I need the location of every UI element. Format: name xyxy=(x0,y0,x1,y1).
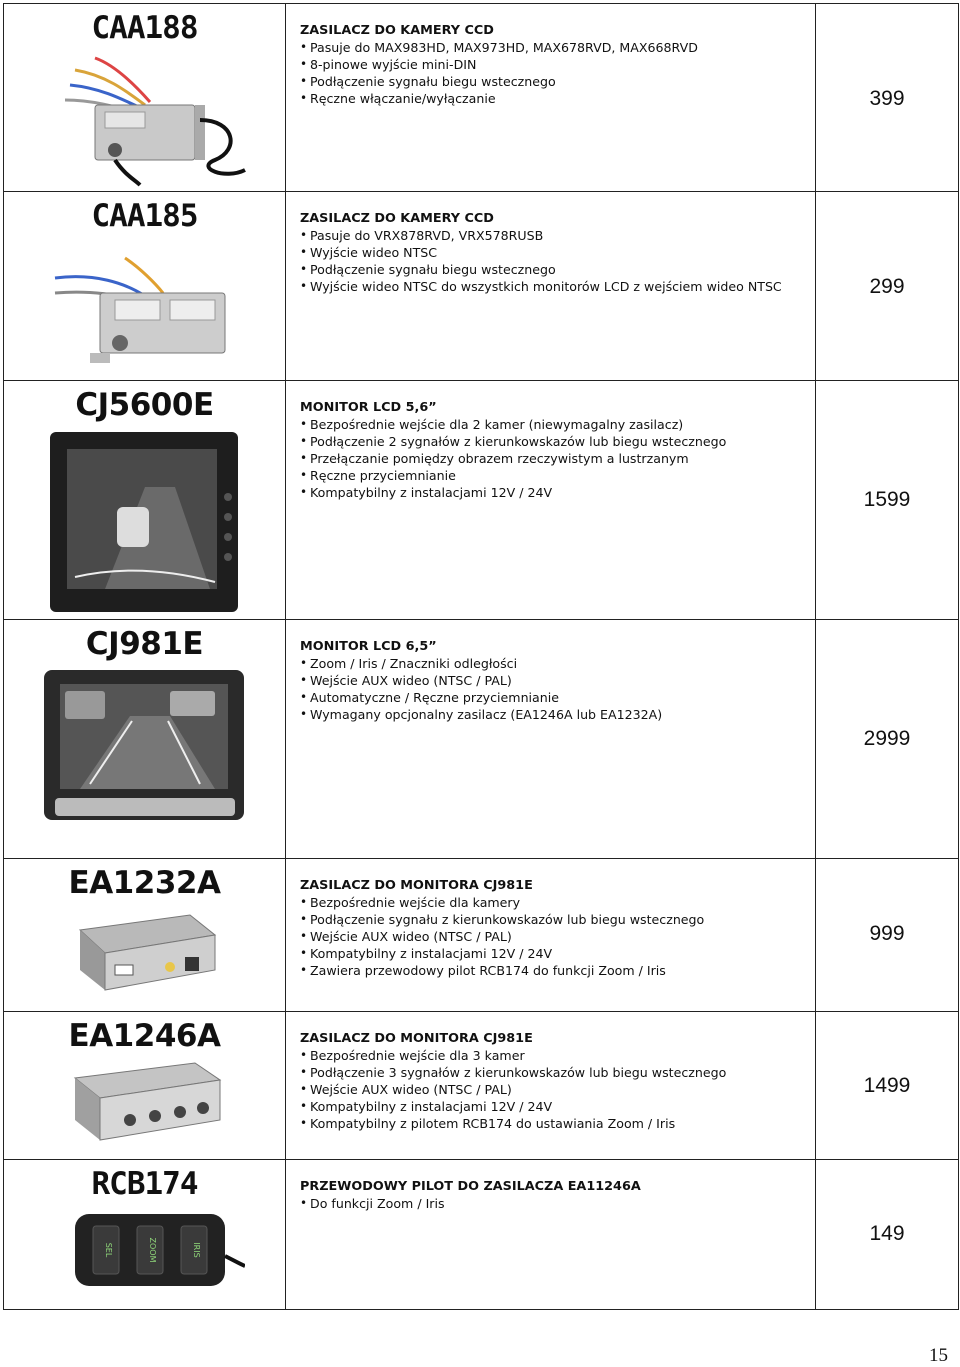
product-code-cell xyxy=(4,1160,286,1310)
product-price-cell xyxy=(816,4,959,192)
feature-item: • Wyjście wideo NTSC do wszystkich monitorów LCD z wejściem wideo NTSC xyxy=(300,278,815,295)
product-row xyxy=(4,1160,959,1310)
product-table xyxy=(3,3,959,1310)
feature-item: • Kompatybilny z instalacjami 12V / 24V xyxy=(300,1098,815,1115)
feature-item: • Zoom / Iris / Znaczniki odległości xyxy=(300,655,815,672)
feature-item: • Bezpośrednie wejście dla kamery xyxy=(300,894,815,911)
product-row xyxy=(4,381,959,620)
feature-item: • Podłączenie sygnału z kierunkowskazów lub biegu wstecznego xyxy=(300,911,815,928)
product-price: 149 xyxy=(869,1222,905,1245)
product-price: 999 xyxy=(869,922,905,945)
feature-item: • Wejście AUX wideo (NTSC / PAL) xyxy=(300,672,815,689)
feature-item: • Wejście AUX wideo (NTSC / PAL) xyxy=(300,1081,815,1098)
product-code: RCB174 xyxy=(91,1166,198,1202)
product-price-cell xyxy=(816,1012,959,1160)
product-code: CJ981E xyxy=(85,626,204,662)
feature-item: • 8-pinowe wyjście mini-DIN xyxy=(300,56,815,73)
feature-item: • Podłączenie 2 sygnałów z kierunkowskazów lub biegu wstecznego xyxy=(300,433,815,450)
product-description-cell xyxy=(286,381,816,620)
feature-item: • Podłączenie 3 sygnałów z kierunkowskazów lub biegu wstecznego xyxy=(300,1064,815,1081)
product-description-cell xyxy=(286,192,816,381)
feature-item: • Do funkcji Zoom / Iris xyxy=(300,1195,815,1212)
feature-item: • Kompatybilny z pilotem RCB174 do ustawiania Zoom / Iris xyxy=(300,1115,815,1132)
product-code-cell xyxy=(4,859,286,1012)
product-description-cell xyxy=(286,1012,816,1160)
product-code: EA1246A xyxy=(68,1018,221,1054)
product-price: 1499 xyxy=(863,1074,911,1097)
product-code-cell xyxy=(4,381,286,620)
monitor-adapter-box-icon xyxy=(65,1058,225,1148)
feature-list xyxy=(300,1195,815,1212)
product-description-cell xyxy=(286,859,816,1012)
feature-item: • Kompatybilny z instalacjami 12V / 24V xyxy=(300,484,815,501)
feature-item: • Wejście AUX wideo (NTSC / PAL) xyxy=(300,928,815,945)
remote-zoom-label: ZOOM xyxy=(147,1237,157,1263)
ccd-camera-adapter-box-icon xyxy=(45,238,245,373)
feature-item: • Podłączenie sygnału biegu wstecznego xyxy=(300,73,815,90)
feature-list xyxy=(300,416,815,501)
product-price: 299 xyxy=(869,275,905,298)
feature-item: • Pasuje do VRX878RVD, VRX578RUSB xyxy=(300,227,815,244)
product-title: ZASILACZ DO KAMERY CCD xyxy=(300,23,494,38)
product-code-cell xyxy=(4,192,286,381)
feature-item: • Pasuje do MAX983HD, MAX973HD, MAX678RVD, MAX668RVD xyxy=(300,39,815,56)
product-price-cell xyxy=(816,859,959,1012)
page-number: 15 xyxy=(929,1345,948,1366)
remote-sel-label: SEL xyxy=(103,1242,113,1258)
product-title: MONITOR LCD 6,5” xyxy=(300,639,437,654)
feature-list xyxy=(300,227,815,295)
feature-item: • Bezpośrednie wejście dla 2 kamer (niewymagalny zasilacz) xyxy=(300,416,815,433)
product-code: CAA188 xyxy=(91,10,198,46)
product-code-cell xyxy=(4,1012,286,1160)
monitor-adapter-box-icon xyxy=(70,905,220,995)
product-row xyxy=(4,1012,959,1160)
product-title: ZASILACZ DO KAMERY CCD xyxy=(300,211,494,226)
product-row xyxy=(4,620,959,859)
feature-item: • Bezpośrednie wejście dla 3 kamer xyxy=(300,1047,815,1064)
product-price: 1599 xyxy=(863,488,911,511)
product-row xyxy=(4,859,959,1012)
ccd-camera-adapter-box-icon xyxy=(35,50,255,190)
product-code-cell xyxy=(4,4,286,192)
product-row xyxy=(4,192,959,381)
feature-list xyxy=(300,39,815,107)
product-price-cell xyxy=(816,1160,959,1310)
product-price-cell xyxy=(816,381,959,620)
product-description-cell xyxy=(286,1160,816,1310)
product-row xyxy=(4,4,959,192)
product-code: CAA185 xyxy=(91,198,198,234)
feature-item: • Zawiera przewodowy pilot RCB174 do funkcji Zoom / Iris xyxy=(300,962,815,979)
product-code-cell xyxy=(4,620,286,859)
feature-list xyxy=(300,655,815,723)
product-description-cell xyxy=(286,620,816,859)
lcd-monitor-icon xyxy=(45,427,245,617)
product-title: PRZEWODOWY PILOT DO ZASILACZA EA11246A xyxy=(300,1179,641,1194)
feature-item: • Ręczne włączanie/wyłączanie xyxy=(300,90,815,107)
feature-item: • Podłączenie sygnału biegu wstecznego xyxy=(300,261,815,278)
product-title: ZASILACZ DO MONITORA CJ981E xyxy=(300,878,533,893)
feature-item: • Wyjście wideo NTSC xyxy=(300,244,815,261)
product-title: ZASILACZ DO MONITORA CJ981E xyxy=(300,1031,533,1046)
product-code: CJ5600E xyxy=(75,387,214,423)
feature-list xyxy=(300,1047,815,1132)
product-title: MONITOR LCD 5,6” xyxy=(300,400,437,415)
product-price-cell xyxy=(816,620,959,859)
feature-item: • Kompatybilny z instalacjami 12V / 24V xyxy=(300,945,815,962)
product-price: 399 xyxy=(869,87,905,110)
wired-remote-icon xyxy=(45,1206,245,1296)
feature-item: • Wymagany opcjonalny zasilacz (EA1246A lub EA1232A) xyxy=(300,706,815,723)
remote-iris-label: IRIS xyxy=(191,1242,201,1258)
feature-item: • Przełączanie pomiędzy obrazem rzeczywistym a lustrzanym xyxy=(300,450,815,467)
lcd-monitor-icon xyxy=(40,666,250,831)
product-price-cell xyxy=(816,192,959,381)
product-code: EA1232A xyxy=(68,865,221,901)
feature-item: • Automatyczne / Ręczne przyciemnianie xyxy=(300,689,815,706)
feature-item: • Ręczne przyciemnianie xyxy=(300,467,815,484)
product-description-cell xyxy=(286,4,816,192)
product-price: 2999 xyxy=(863,727,911,750)
feature-list xyxy=(300,894,815,979)
